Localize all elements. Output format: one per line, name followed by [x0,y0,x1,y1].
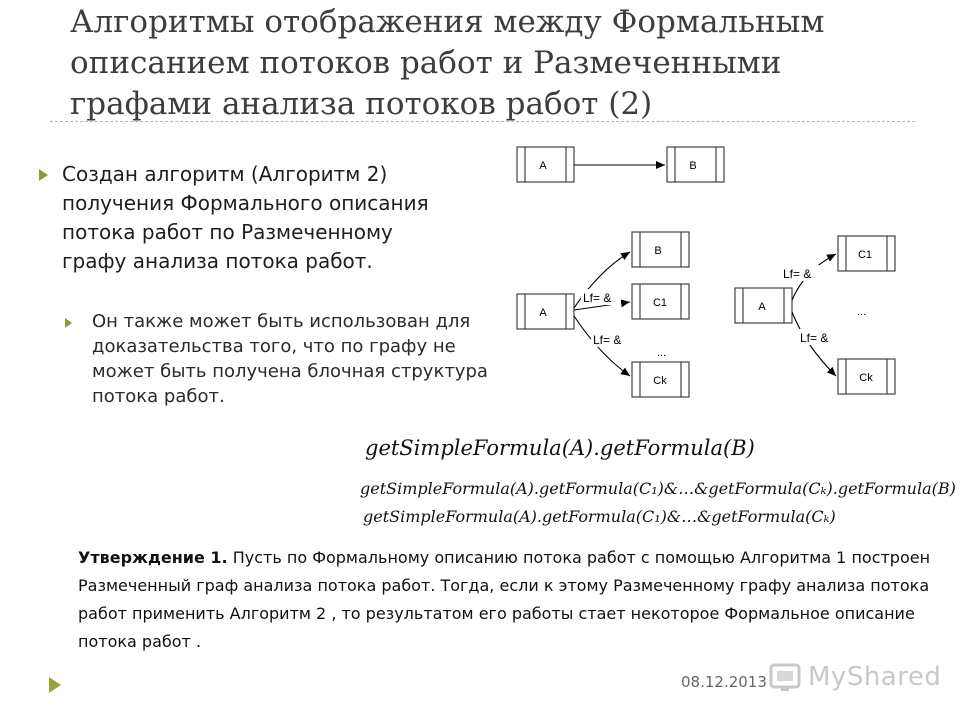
edge-label-3b: Lf= & [800,331,829,345]
formula-2: getSimpleFormula(A).getFormula(C₁)&…&getFormula(Cₖ).getFormula(B) [360,479,956,498]
watermark [768,660,941,694]
formula-3: getSimpleFormula(A).getFormula(C₁)&…&getFormula(Cₖ) [363,507,836,526]
title-line-3: графами анализа потоков работ (2) [70,86,653,122]
statement-body: Пусть по Формальному описанию потока работ с помощью Алгоритма 1 построен Размеченный граф анализа потока работ. Тогда, если к этому Размеченному графу анализа потока работ применить Алгоритм 2 , то результатом его работы стает некоторое Формальное описание потока работ . [78,548,931,651]
statement-heading: Утверждение 1. [78,548,228,567]
label-c1-2: C1 [652,297,668,309]
slide-date: 08.12.2013 [681,673,767,691]
footer-arrow-icon [48,676,62,694]
title-line-2: описанием потоков работ и Размеченными [70,45,782,81]
ellipsis-3: ... [857,306,867,318]
formula-1: getSimpleFormula(A).getFormula(B) [365,436,755,460]
title-line-1: Алгоритмы отображения между Формальным [70,4,825,40]
ellipsis-2: ... [657,347,667,359]
watermark-logo-icon [768,660,802,694]
label-b-2: B [654,245,662,257]
statement-paragraph [78,544,938,656]
label-ck-3: Ck [859,372,873,384]
label-c1-3: C1 [857,249,873,261]
bullet-sub: Он также может быть использован для доказательства того, что по графу не может быть получена блочная структура потока работ. [92,311,488,407]
graph-diagram [505,140,905,420]
bullet-arrow-icon [38,168,50,182]
label-a-1: A [539,160,547,172]
watermark-text: MyShared [808,662,942,692]
title-divider [50,121,915,122]
label-b-1: B [689,160,697,172]
bullet-main: Создан алгоритм (Алгоритм 2) получения Формального описания потока работ по Размеченному графу анализа потока работ. [62,162,429,273]
label-a-2: A [539,307,547,319]
sub-bullet-arrow-icon [64,317,74,329]
edge-label-2b: Lf= & [593,333,622,347]
edge-label-3a: Lf= & [783,267,812,281]
label-a-3: A [758,301,766,313]
slide-title [70,2,950,125]
label-ck-2: Ck [653,375,667,387]
edge-label-2a: Lf= & [583,291,612,305]
